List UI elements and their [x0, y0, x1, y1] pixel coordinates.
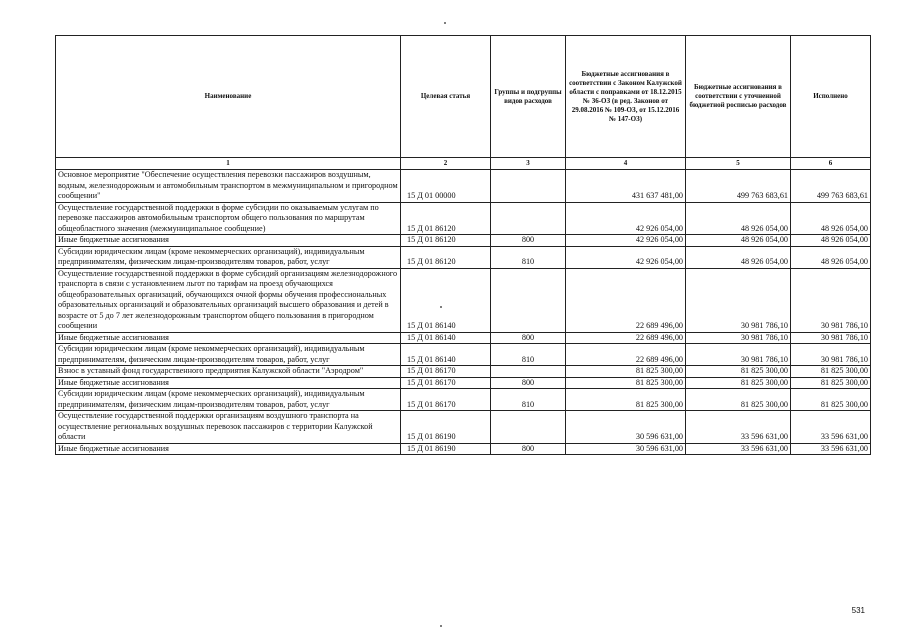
row-executed-amount: 33 596 631,00: [791, 443, 871, 455]
row-plan-amount: 30 981 786,10: [686, 332, 791, 344]
row-expense-group: 810: [491, 246, 566, 268]
row-name: Субсидии юридическим лицам (кроме некоммерческих организаций), индивидуальным предпринимателям, физическим лицам-производителям товаров, работ, услуг: [56, 344, 401, 366]
row-law-amount: 431 637 481,00: [566, 170, 686, 203]
row-name: Иные бюджетные ассигнования: [56, 377, 401, 389]
row-executed-amount: 48 926 054,00: [791, 202, 871, 235]
row-law-amount: 42 926 054,00: [566, 246, 686, 268]
header-expense-groups: Группы и подгруппы видов расходов: [491, 36, 566, 158]
row-executed-amount: 48 926 054,00: [791, 235, 871, 247]
column-number: 2: [401, 158, 491, 170]
column-number: 4: [566, 158, 686, 170]
row-name: Осуществление государственной поддержки в форме субсидий организациям железнодорожного транспорта в связи с установлением льгот по тарифам на проезд обучающихся общеобразовательных организаций, обучающихся очной формы обучения профессиональных образовательных организаций и образовательных организаций высшего образования и детей в возрасте от 5 до 7 лет железнодорожным транспортом общего пользования в пригородном сообщении: [56, 268, 401, 332]
row-target-code: 15 Д 01 86190: [401, 411, 491, 444]
page-number: 531: [851, 606, 865, 615]
row-plan-amount: 499 763 683,61: [686, 170, 791, 203]
row-target-code: 15 Д 01 00000: [401, 170, 491, 203]
table-row: [56, 246, 871, 268]
row-expense-group: 810: [491, 344, 566, 366]
table-row: [56, 389, 871, 411]
header-refined-allocations: Бюджетные ассигнования в соответствии с уточненной бюджетной росписью расходов: [686, 36, 791, 158]
header-executed: Исполнено: [791, 36, 871, 158]
row-expense-group: 800: [491, 377, 566, 389]
row-plan-amount: 30 981 786,10: [686, 268, 791, 332]
scan-speck: [440, 625, 442, 627]
row-executed-amount: 30 981 786,10: [791, 268, 871, 332]
row-expense-group: 800: [491, 443, 566, 455]
row-expense-group: [491, 268, 566, 332]
row-executed-amount: 48 926 054,00: [791, 246, 871, 268]
row-name: Иные бюджетные ассигнования: [56, 443, 401, 455]
row-law-amount: 81 825 300,00: [566, 366, 686, 378]
row-target-code: 15 Д 01 86140: [401, 344, 491, 366]
row-plan-amount: 30 981 786,10: [686, 344, 791, 366]
row-name: Взнос в уставный фонд государственного предприятия Калужской области "Аэродром": [56, 366, 401, 378]
header-target-article: Целевая статья: [401, 36, 491, 158]
budget-table-sheet: [55, 35, 870, 455]
table-row: [56, 344, 871, 366]
row-expense-group: [491, 202, 566, 235]
row-expense-group: 800: [491, 235, 566, 247]
row-plan-amount: 48 926 054,00: [686, 235, 791, 247]
row-expense-group: [491, 366, 566, 378]
table-row: [56, 268, 871, 332]
row-target-code: 15 Д 01 86190: [401, 443, 491, 455]
row-law-amount: 42 926 054,00: [566, 235, 686, 247]
row-executed-amount: 81 825 300,00: [791, 377, 871, 389]
table-row: [56, 411, 871, 444]
row-target-code: 15 Д 01 86120: [401, 202, 491, 235]
row-name: Иные бюджетные ассигнования: [56, 235, 401, 247]
table-body: [56, 170, 871, 455]
row-executed-amount: 30 981 786,10: [791, 344, 871, 366]
budget-table: [55, 35, 871, 455]
header-law-allocations: Бюджетные ассигнования в соответствии с Законом Калужской области с поправками от 18.12.2015 № 36-ОЗ (в ред. Законов от 29.08.2016 № 109-ОЗ, от 15.12.2016 № 147-ОЗ): [566, 36, 686, 158]
column-number: 6: [791, 158, 871, 170]
row-law-amount: 30 596 631,00: [566, 411, 686, 444]
row-name: Иные бюджетные ассигнования: [56, 332, 401, 344]
row-plan-amount: 81 825 300,00: [686, 389, 791, 411]
row-plan-amount: 33 596 631,00: [686, 443, 791, 455]
table-row: [56, 235, 871, 247]
row-plan-amount: 33 596 631,00: [686, 411, 791, 444]
row-name: Осуществление государственной поддержки организациям воздушного транспорта на осуществление региональных воздушных перевозок пассажиров с территории Калужской области: [56, 411, 401, 444]
row-law-amount: 22 689 496,00: [566, 268, 686, 332]
row-law-amount: 30 596 631,00: [566, 443, 686, 455]
scan-speck: [444, 22, 446, 24]
row-law-amount: 22 689 496,00: [566, 344, 686, 366]
column-number: 3: [491, 158, 566, 170]
row-law-amount: 81 825 300,00: [566, 377, 686, 389]
row-law-amount: 42 926 054,00: [566, 202, 686, 235]
table-row: [56, 332, 871, 344]
row-target-code: 15 Д 01 86140: [401, 268, 491, 332]
row-target-code: 15 Д 01 86120: [401, 235, 491, 247]
row-executed-amount: 30 981 786,10: [791, 332, 871, 344]
row-name: Осуществление государственной поддержки в форме субсидии по оказываемым услугам по перевозке пассажиров автомобильным транспортом общего пользования по маршрутам общеобластного значения (межмуниципальное сообщение): [56, 202, 401, 235]
column-number: 1: [56, 158, 401, 170]
row-plan-amount: 48 926 054,00: [686, 246, 791, 268]
row-plan-amount: 81 825 300,00: [686, 377, 791, 389]
row-target-code: 15 Д 01 86170: [401, 366, 491, 378]
row-name: Основное мероприятие "Обеспечение осуществления перевозки пассажиров воздушным, водным, железнодорожным и автомобильным транспортом в межмуниципальном и пригородном сообщении": [56, 170, 401, 203]
row-target-code: 15 Д 01 86170: [401, 377, 491, 389]
row-expense-group: 800: [491, 332, 566, 344]
table-header-row: [56, 36, 871, 158]
row-law-amount: 22 689 496,00: [566, 332, 686, 344]
column-number-row: [56, 158, 871, 170]
row-target-code: 15 Д 01 86140: [401, 332, 491, 344]
row-name: Субсидии юридическим лицам (кроме некоммерческих организаций), индивидуальным предпринимателям, физическим лицам-производителям товаров, работ, услуг: [56, 246, 401, 268]
row-expense-group: 810: [491, 389, 566, 411]
row-expense-group: [491, 170, 566, 203]
row-law-amount: 81 825 300,00: [566, 389, 686, 411]
table-row: [56, 202, 871, 235]
row-expense-group: [491, 411, 566, 444]
row-target-code: 15 Д 01 86120: [401, 246, 491, 268]
row-executed-amount: 81 825 300,00: [791, 389, 871, 411]
row-executed-amount: 499 763 683,61: [791, 170, 871, 203]
table-row: [56, 170, 871, 203]
row-plan-amount: 48 926 054,00: [686, 202, 791, 235]
table-row: [56, 377, 871, 389]
row-executed-amount: 33 596 631,00: [791, 411, 871, 444]
row-target-code: 15 Д 01 86170: [401, 389, 491, 411]
header-name: Наименование: [56, 36, 401, 158]
column-number: 5: [686, 158, 791, 170]
table-row: [56, 366, 871, 378]
table-row: [56, 443, 871, 455]
row-name: Субсидии юридическим лицам (кроме некоммерческих организаций), индивидуальным предпринимателям, физическим лицам-производителям товаров, работ, услуг: [56, 389, 401, 411]
row-executed-amount: 81 825 300,00: [791, 366, 871, 378]
row-plan-amount: 81 825 300,00: [686, 366, 791, 378]
